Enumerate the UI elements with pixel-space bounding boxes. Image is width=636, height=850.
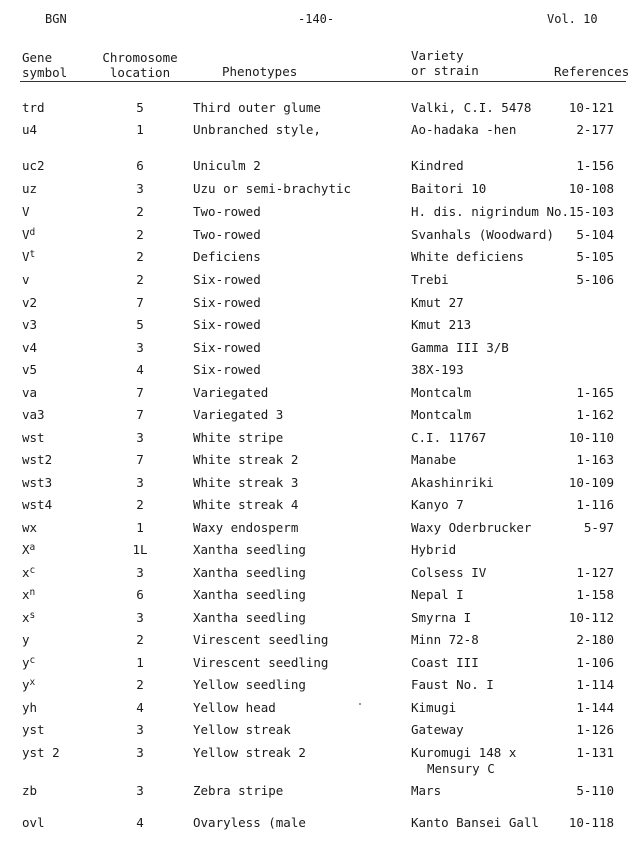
phenotype: Six-rowed bbox=[193, 362, 261, 377]
gene-symbol-main: uc2 bbox=[22, 158, 45, 173]
table-row bbox=[0, 722, 636, 742]
gene-symbol-main: v bbox=[22, 272, 30, 287]
gene-symbol-subscript: c bbox=[29, 565, 36, 576]
gene-symbol-main: yh bbox=[22, 700, 38, 715]
gene-symbol bbox=[22, 677, 36, 692]
variety-strain: Faust No. I bbox=[411, 677, 494, 692]
table-row bbox=[0, 542, 636, 562]
phenotype: Xantha seedling bbox=[193, 610, 306, 625]
gene-symbol-main: ovl bbox=[22, 815, 45, 830]
gene-symbol-main: wx bbox=[22, 520, 38, 535]
chromosome-location: 7 bbox=[136, 295, 144, 310]
phenotype: Zebra stripe bbox=[193, 783, 284, 798]
phenotype: Waxy endosperm bbox=[193, 520, 299, 535]
phenotype: Virescent seedling bbox=[193, 632, 329, 647]
reference: 1-126 bbox=[576, 722, 614, 737]
gene-symbol bbox=[22, 497, 52, 512]
phenotype: Unbranched style, bbox=[193, 122, 321, 137]
variety-strain: Kimugi bbox=[411, 700, 457, 715]
gene-symbol-main: x bbox=[22, 610, 30, 625]
gene-symbol-main: uz bbox=[22, 181, 38, 196]
gene-symbol-main: yst bbox=[22, 722, 45, 737]
gene-symbol bbox=[22, 158, 45, 173]
phenotype: Six-rowed bbox=[193, 272, 261, 287]
table-row bbox=[0, 430, 636, 450]
variety-strain: Svanhals (Woodward) bbox=[411, 227, 554, 242]
variety-strain: Colsess IV bbox=[411, 565, 487, 580]
reference: 1-116 bbox=[576, 497, 614, 512]
gene-symbol bbox=[22, 122, 37, 137]
variety-strain: 38X-193 bbox=[411, 362, 464, 377]
table-row bbox=[0, 227, 636, 247]
variety-strain: Montcalm bbox=[411, 385, 472, 400]
table-row bbox=[0, 158, 636, 178]
table-row bbox=[0, 295, 636, 315]
table-row bbox=[0, 340, 636, 360]
chromosome-location: 3 bbox=[136, 745, 144, 760]
chromosome-location: 1 bbox=[136, 520, 144, 535]
phenotype: Virescent seedling bbox=[193, 655, 329, 670]
phenotype: Six-rowed bbox=[193, 340, 261, 355]
reference: 10-112 bbox=[568, 610, 614, 625]
reference: 5-110 bbox=[576, 783, 614, 798]
chromosome-location: 5 bbox=[136, 100, 144, 115]
chromosome-location: 7 bbox=[136, 452, 144, 467]
phenotype: Ovaryless (male bbox=[193, 815, 306, 830]
chromosome-location: 3 bbox=[136, 475, 144, 490]
reference: 1-131 bbox=[576, 745, 614, 760]
gene-symbol bbox=[22, 587, 36, 602]
variety-strain-line2: Mensury C bbox=[427, 761, 495, 776]
gene-symbol-main: V bbox=[22, 249, 30, 264]
gene-symbol bbox=[22, 100, 45, 115]
speck bbox=[359, 703, 361, 705]
reference: 10-108 bbox=[568, 181, 614, 196]
gene-symbol-main: x bbox=[22, 565, 30, 580]
phenotype: White stripe bbox=[193, 430, 284, 445]
reference: 1-162 bbox=[576, 407, 614, 422]
reference: 5-105 bbox=[576, 249, 614, 264]
variety-strain: Trebi bbox=[411, 272, 449, 287]
volume-label: Vol. 10 bbox=[547, 12, 598, 26]
phenotype: White streak 4 bbox=[193, 497, 299, 512]
gene-symbol-main: zb bbox=[22, 783, 38, 798]
gene-symbol-main: u4 bbox=[22, 122, 38, 137]
phenotype: Two-rowed bbox=[193, 227, 261, 242]
chromosome-location: 1 bbox=[136, 122, 144, 137]
variety-strain: Kindred bbox=[411, 158, 464, 173]
variety-strain: Montcalm bbox=[411, 407, 472, 422]
table-row bbox=[0, 407, 636, 427]
gene-symbol bbox=[22, 475, 52, 490]
variety-strain: Kmut 27 bbox=[411, 295, 464, 310]
phenotype: Xantha seedling bbox=[193, 542, 306, 557]
variety-strain: Gateway bbox=[411, 722, 464, 737]
gene-symbol-main: V bbox=[22, 227, 30, 242]
table-row bbox=[0, 520, 636, 540]
variety-strain: Kanyo 7 bbox=[411, 497, 464, 512]
reference: 1-114 bbox=[576, 677, 614, 692]
table-row bbox=[0, 677, 636, 697]
gene-symbol bbox=[22, 340, 37, 355]
gene-symbol-main: y bbox=[22, 632, 30, 647]
variety-strain: Akashinriki bbox=[411, 475, 494, 490]
table-row bbox=[0, 565, 636, 585]
gene-symbol-subscript: c bbox=[29, 655, 36, 666]
gene-symbol-superscript: t bbox=[29, 249, 36, 260]
gene-symbol bbox=[22, 272, 30, 287]
reference: 10-121 bbox=[568, 100, 614, 115]
chromosome-location: 7 bbox=[136, 385, 144, 400]
chromosome-location: 2 bbox=[136, 227, 144, 242]
variety-strain: Waxy Oderbrucker bbox=[411, 520, 532, 535]
gene-symbol bbox=[22, 430, 45, 445]
running-head-left: BGN bbox=[45, 12, 67, 26]
gene-symbol bbox=[22, 227, 36, 242]
variety-strain: Nepal I bbox=[411, 587, 464, 602]
chromosome-location: 3 bbox=[136, 340, 144, 355]
gene-symbol-main: yst 2 bbox=[22, 745, 60, 760]
phenotype: Uzu or semi-brachytic bbox=[193, 181, 352, 196]
chromosome-location: 2 bbox=[136, 497, 144, 512]
gene-symbol bbox=[22, 700, 37, 715]
reference: 10-110 bbox=[568, 430, 614, 445]
gene-symbol-main: va bbox=[22, 385, 38, 400]
variety-strain: Baitori 10 bbox=[411, 181, 487, 196]
chromosome-location: 4 bbox=[136, 815, 144, 830]
chromosome-location: 2 bbox=[136, 249, 144, 264]
phenotype: Six-rowed bbox=[193, 295, 261, 310]
table-row bbox=[0, 122, 636, 142]
phenotype: Variegated bbox=[193, 385, 269, 400]
gene-symbol-subscript: n bbox=[29, 587, 36, 598]
gene-symbol bbox=[22, 655, 36, 670]
gene-symbol-subscript: x bbox=[29, 677, 36, 688]
reference: 1-156 bbox=[576, 158, 614, 173]
chromosome-location: 6 bbox=[136, 158, 144, 173]
table-row bbox=[0, 385, 636, 405]
gene-symbol-main: v5 bbox=[22, 362, 38, 377]
chromosome-location: 2 bbox=[136, 204, 144, 219]
variety-strain: Kuromugi 148 x bbox=[411, 745, 517, 760]
gene-symbol bbox=[22, 565, 36, 580]
gene-symbol-main: y bbox=[22, 655, 30, 670]
variety-strain: Gamma III 3/B bbox=[411, 340, 509, 355]
gene-symbol-main: va3 bbox=[22, 407, 45, 422]
gene-symbol bbox=[22, 295, 37, 310]
variety-strain: Mars bbox=[411, 783, 442, 798]
phenotype: White streak 3 bbox=[193, 475, 299, 490]
phenotype: White streak 2 bbox=[193, 452, 299, 467]
variety-strain: Ao-hadaka -hen bbox=[411, 122, 517, 137]
reference: 10-109 bbox=[568, 475, 614, 490]
column-header-phenotypes: Phenotypes bbox=[222, 64, 298, 79]
variety-strain: Valki, C.I. 5478 bbox=[411, 100, 532, 115]
gene-symbol-main: wst3 bbox=[22, 475, 53, 490]
table-row bbox=[0, 815, 636, 835]
reference: 5-103 bbox=[576, 204, 614, 219]
gene-symbol-main: v3 bbox=[22, 317, 38, 332]
chromosome-location: 6 bbox=[136, 587, 144, 602]
gene-symbol bbox=[22, 362, 37, 377]
chromosome-location: 5 bbox=[136, 317, 144, 332]
phenotype: Two-rowed bbox=[193, 204, 261, 219]
chromosome-location: 7 bbox=[136, 407, 144, 422]
gene-symbol-main: trd bbox=[22, 100, 45, 115]
gene-symbol bbox=[22, 452, 52, 467]
chromosome-location: 1 bbox=[136, 655, 144, 670]
phenotype: Yellow head bbox=[193, 700, 276, 715]
phenotype: Yellow seedling bbox=[193, 677, 306, 692]
reference: 5-97 bbox=[583, 520, 614, 535]
table-row bbox=[0, 100, 636, 120]
chromosome-location: 3 bbox=[136, 783, 144, 798]
reference: 2-177 bbox=[576, 122, 614, 137]
chromosome-location: 3 bbox=[136, 181, 144, 196]
reference: 1-158 bbox=[576, 587, 614, 602]
gene-symbol bbox=[22, 520, 37, 535]
gene-symbol-main: v4 bbox=[22, 340, 38, 355]
reference: 2-180 bbox=[576, 632, 614, 647]
table-row bbox=[0, 700, 636, 720]
table-row bbox=[0, 745, 636, 776]
variety-strain: Kanto Bansei Gall bbox=[411, 815, 539, 830]
variety-strain: Coast III bbox=[411, 655, 479, 670]
reference: 5-106 bbox=[576, 272, 614, 287]
gene-symbol bbox=[22, 542, 36, 557]
gene-symbol bbox=[22, 610, 36, 625]
chromosome-location: 2 bbox=[136, 677, 144, 692]
table-row bbox=[0, 204, 636, 224]
gene-symbol-subscript: s bbox=[29, 610, 36, 621]
gene-symbol-main: V bbox=[22, 204, 30, 219]
gene-symbol-main: X bbox=[22, 542, 30, 557]
column-header-chromosome: Chromosome location bbox=[102, 50, 178, 80]
table-row bbox=[0, 497, 636, 517]
gene-symbol bbox=[22, 385, 37, 400]
gene-symbol bbox=[22, 745, 60, 760]
phenotype: Yellow streak bbox=[193, 722, 291, 737]
table-row bbox=[0, 452, 636, 472]
table-row bbox=[0, 272, 636, 292]
column-header-variety: Variety or strain bbox=[411, 48, 479, 78]
chromosome-location: 3 bbox=[136, 722, 144, 737]
gene-symbol-main: wst4 bbox=[22, 497, 53, 512]
gene-symbol bbox=[22, 783, 37, 798]
gene-symbol-main: v2 bbox=[22, 295, 38, 310]
table-row bbox=[0, 783, 636, 803]
reference: 1-165 bbox=[576, 385, 614, 400]
table-row bbox=[0, 610, 636, 630]
table-row bbox=[0, 249, 636, 269]
variety-strain: Manabe bbox=[411, 452, 457, 467]
phenotype: Uniculm 2 bbox=[193, 158, 261, 173]
variety-strain: Kmut 213 bbox=[411, 317, 472, 332]
variety-strain: Hybrid bbox=[411, 542, 457, 557]
column-header-references: References bbox=[554, 64, 630, 79]
chromosome-location: 2 bbox=[136, 632, 144, 647]
chromosome-location: 1L bbox=[132, 542, 148, 557]
table-row bbox=[0, 587, 636, 607]
gene-symbol bbox=[22, 407, 45, 422]
reference: 1-163 bbox=[576, 452, 614, 467]
gene-symbol-main: y bbox=[22, 677, 30, 692]
gene-symbol bbox=[22, 815, 45, 830]
chromosome-location: 4 bbox=[136, 362, 144, 377]
chromosome-location: 4 bbox=[136, 700, 144, 715]
column-header-gene: Gene symbol bbox=[22, 50, 68, 80]
phenotype: Deficiens bbox=[193, 249, 261, 264]
reference: 1-106 bbox=[576, 655, 614, 670]
gene-symbol bbox=[22, 249, 36, 264]
chromosome-location: 3 bbox=[136, 610, 144, 625]
gene-symbol bbox=[22, 722, 45, 737]
phenotype: Xantha seedling bbox=[193, 587, 306, 602]
table-row bbox=[0, 632, 636, 652]
table-row bbox=[0, 181, 636, 201]
table-row bbox=[0, 655, 636, 675]
chromosome-location: 3 bbox=[136, 565, 144, 580]
gene-symbol bbox=[22, 181, 37, 196]
gene-symbol-main: x bbox=[22, 587, 30, 602]
gene-symbol-subscript: a bbox=[29, 542, 36, 553]
phenotype: Yellow streak 2 bbox=[193, 745, 306, 760]
phenotype: Third outer glume bbox=[193, 100, 321, 115]
variety-strain: C.I. 11767 bbox=[411, 430, 487, 445]
reference: 1-127 bbox=[576, 565, 614, 580]
reference: 10-118 bbox=[568, 815, 614, 830]
table-row bbox=[0, 317, 636, 337]
variety-strain: Minn 72-8 bbox=[411, 632, 479, 647]
variety-strain: H. dis. nigrindum No.1 bbox=[411, 204, 577, 219]
gene-symbol bbox=[22, 204, 30, 219]
chromosome-location: 3 bbox=[136, 430, 144, 445]
gene-symbol-main: wst2 bbox=[22, 452, 53, 467]
phenotype: Six-rowed bbox=[193, 317, 261, 332]
gene-symbol bbox=[22, 317, 37, 332]
gene-symbol-superscript: d bbox=[29, 227, 36, 238]
reference: 1-144 bbox=[576, 700, 614, 715]
phenotype: Variegated 3 bbox=[193, 407, 284, 422]
table-row bbox=[0, 362, 636, 382]
gene-symbol bbox=[22, 632, 30, 647]
table-row bbox=[0, 475, 636, 495]
chromosome-location: 2 bbox=[136, 272, 144, 287]
variety-strain: Smyrna I bbox=[411, 610, 472, 625]
phenotype: Xantha seedling bbox=[193, 565, 306, 580]
variety-strain: White deficiens bbox=[411, 249, 524, 264]
gene-symbol-main: wst bbox=[22, 430, 45, 445]
reference: 5-104 bbox=[576, 227, 614, 242]
page-number: -140- bbox=[298, 12, 335, 26]
